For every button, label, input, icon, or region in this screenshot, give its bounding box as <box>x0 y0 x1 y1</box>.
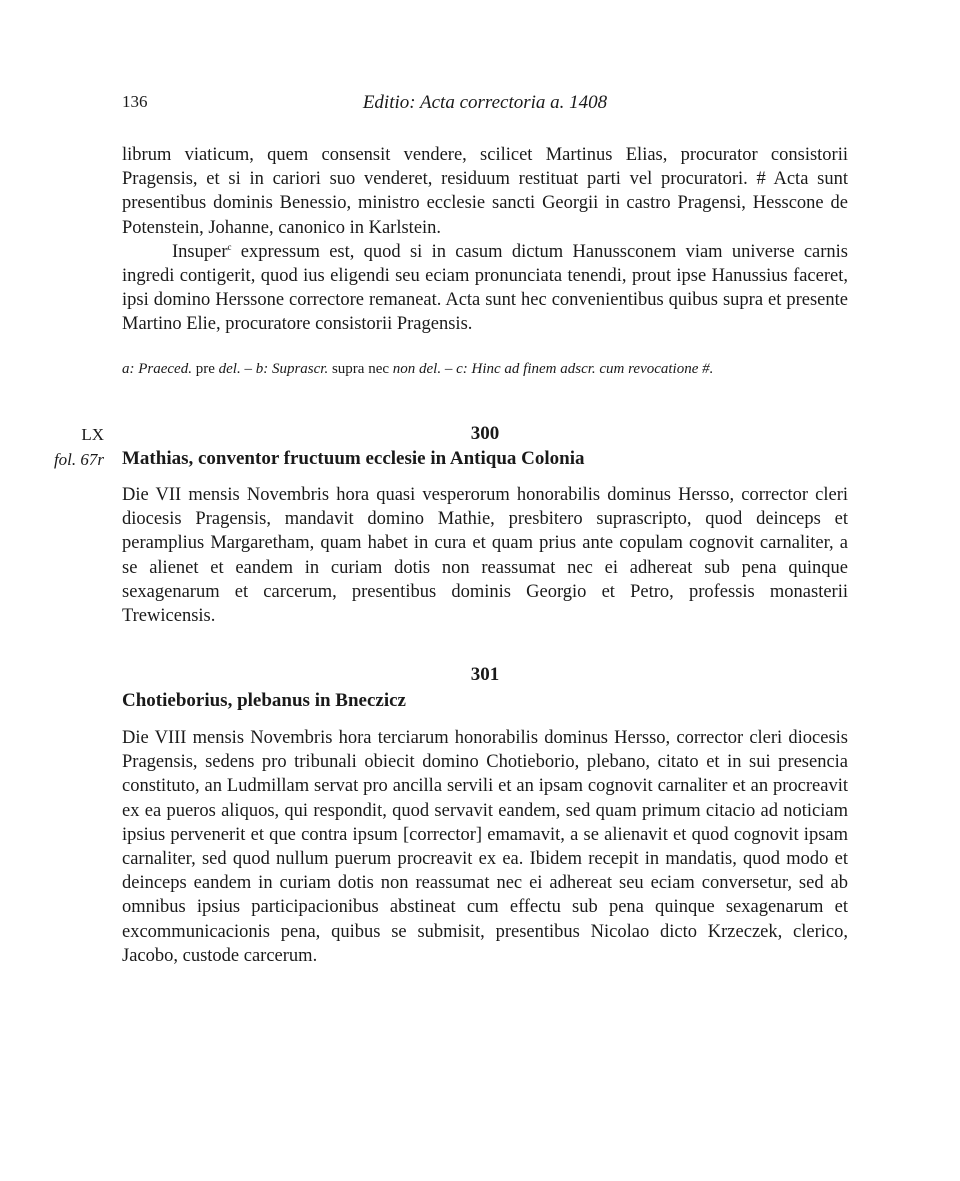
entry-text <box>122 726 848 968</box>
footnote-mark: c <box>227 241 232 252</box>
apparatus-word: non <box>392 361 416 377</box>
continuation-paragraph: librum viaticum, quem consensit vendere, scilicet Martinus Elias, procurator consistorii Pragensis, et si in cariori suo venderet, residuum restituat parti vel procuratori. # Acta sunt presentibus dominis Benessio, ministro ecclesie sancti Georgii in castro Pragensi, Hesscone de Potenstein, Johanne, canonico in Karlstein. <box>122 145 848 238</box>
apparatus-note-a: a: Praeced. <box>122 361 192 377</box>
critical-apparatus <box>122 359 848 379</box>
entry-paragraph: Die VII mensis Novembris hora quasi vesperorum honorabilis dominus Hersso, corrector cleri diocesis Pragensis, mandavit domino Mathie, presbitero suprascripto, quod deinceps et peramplius Margaretham, quam habet in cura et quam prius ante copulam cognovit carnaliter, a se alienet et eandem in curiam dotis non reassumat nec ei adhereat sub pena quinque sexagenarum et carcerum, presentibus dominis Georgio et Petro, professis monasterii Trewicensis. <box>122 485 848 627</box>
continuation-text <box>122 143 848 337</box>
entry-title: Mathias, conventor fructuum ecclesie in Antiqua Colonia <box>122 448 585 469</box>
running-head <box>122 92 848 116</box>
paragraph-start-word: Insuper <box>172 241 228 262</box>
apparatus-word: supra nec <box>331 361 390 377</box>
entry-paragraph: Die VIII mensis Novembris hora terciarum honorabilis dominus Hersso, corrector cleri diocesis Pragensis, sedens pro tribunali obiecit domino Chotieborio, plebano, citato et in sui presencia constituto, an Ludmillam servat pro ancilla servili et an ipsam cognovit carnaliter et an procreavit ex ea pueros aliquos, qui respondit, quod servavit eandem, sed quam primum citacio ad noticiam ipsius pervenerit et que contra ipsum [corrector] emamavit, a se alienavit et quod cognovit ipsam carnaliter, sed quod nullum puerum procreavit ex ea. Ibidem recepit in mandatis, quod modo et deinceps eandem in curiam dotis non reassumat nec ei adhereat seu eciam conversetur, sed ab omnibus ipsius participacionibus abstineat cum effectu sub pena quinque sexagenarum et excommunicacionis pena, quibus se submisit, presentibus Nicolao dicto Krzeczek, clerico, Jacobo, custode carcerum. <box>122 728 848 966</box>
margin-folio: fol. 67r <box>53 450 104 469</box>
running-title: Editio: Acta correctoria a. 1408 <box>362 92 608 113</box>
apparatus-word: pre <box>195 361 215 377</box>
entry-text <box>122 483 848 628</box>
entry-number: 300 <box>470 423 500 444</box>
continuation-paragraph-2 <box>122 240 848 337</box>
entry-number: 301 <box>470 664 500 685</box>
paragraph-text: expressum est, quod si in casum dictum Hanussconem viam universe carnis ingredi contigerit, quod ius eligendi seu eciam pronunciata tenendi, prout ipse Hanussius faceret, ipsi domino Herssone correctore remaneat. Acta sunt hec convenientibus quibus supra et presente Martino Elie, procuratore consistorii Pragensis. <box>122 241 848 335</box>
margin-roman-numeral: LX <box>81 425 104 444</box>
page-number: 136 <box>122 92 148 111</box>
apparatus-note-b: del. – b: Suprascr. <box>218 361 329 377</box>
entry-title: Chotieborius, plebanus in Bneczicz <box>122 690 406 711</box>
apparatus-note-c: del. – c: Hinc ad finem adscr. cum revocatione #. <box>419 361 714 377</box>
